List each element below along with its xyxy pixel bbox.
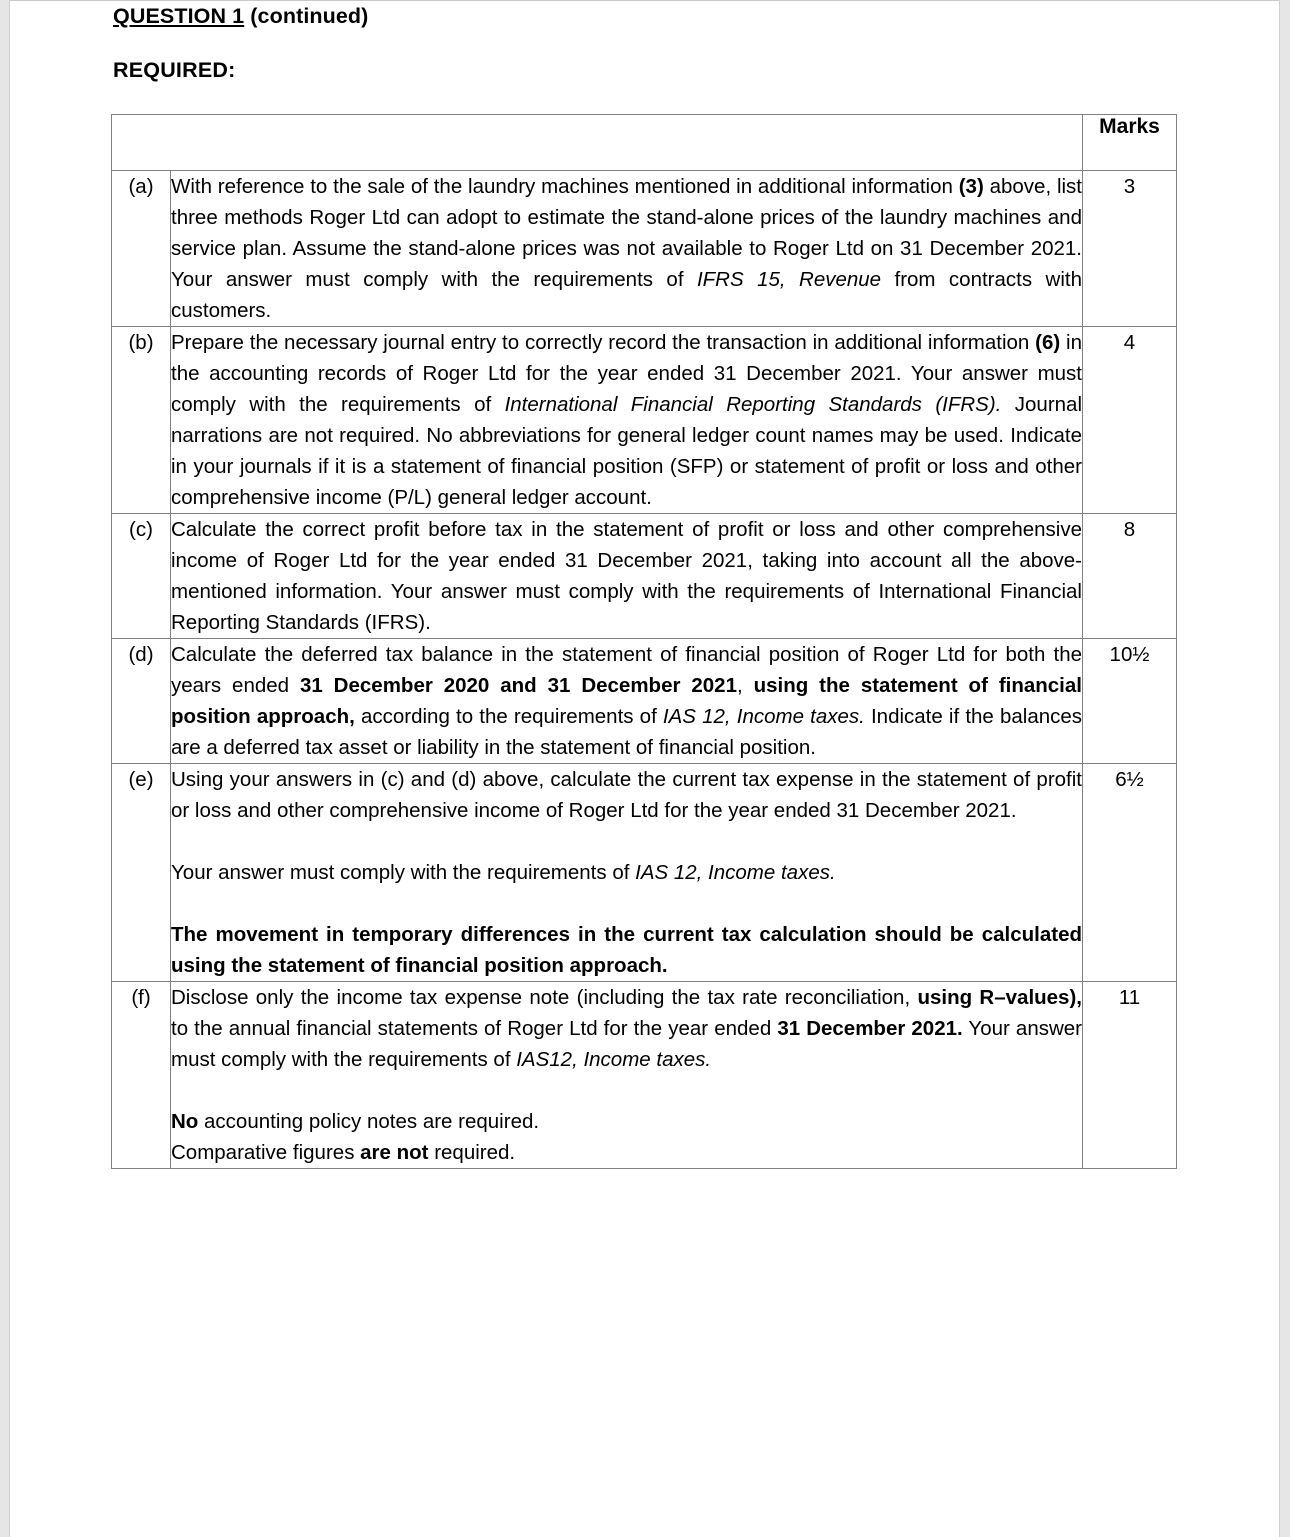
- row-body-c: [171, 514, 1083, 639]
- text-frag-bold: (6): [1035, 331, 1061, 354]
- row-marks-c: 8: [1083, 514, 1177, 639]
- page-title-question: QUESTION 1: [113, 4, 245, 28]
- text-frag-italic: IFRS 15, Revenue: [696, 268, 882, 291]
- table-row: [112, 171, 1177, 327]
- text-frag-italic: IAS 12, Income taxes.: [635, 861, 836, 884]
- text-frag-bold: 31 December 2021.: [777, 1017, 963, 1040]
- page-right-gutter: [1279, 0, 1290, 1537]
- text-frag: Using your answers in (c) and (d) above, calculate the current tax expense in the statement of profit or loss and other comprehensive income of Roger Ltd for the year ended 31 December 2021.: [171, 768, 1082, 822]
- page-title: [113, 4, 368, 29]
- table-header-row: [112, 115, 1177, 171]
- text-frag: in the accounting records of Roger Ltd for the year ended 31 December 2021. Your answer must comply with the requirements of: [171, 331, 1082, 416]
- page-title-suffix: (continued): [244, 4, 369, 28]
- text-frag-bold: (3): [958, 175, 984, 198]
- text-frag: Your answer must comply with the requirements of: [171, 861, 636, 884]
- page-left-gutter: [0, 0, 10, 1537]
- text-frag: Journal narrations are not required. No abbreviations for general ledger count names may be used. Indicate in your journals if it is a statement of financial position (SFP) or statement of profit or loss and other comprehensive income (P/L) general ledger account.: [171, 393, 1082, 509]
- text-frag: ,: [736, 674, 754, 697]
- text-frag: according to the requirements of: [354, 705, 663, 728]
- text-frag-bold: 31 December 2020 and 31 December 2021: [299, 674, 737, 697]
- text-frag: Comparative figures: [171, 1141, 361, 1164]
- text-frag-bold: No: [171, 1110, 199, 1133]
- row-marks-e: 6½: [1083, 764, 1177, 982]
- table-row: [112, 639, 1177, 764]
- row-marks-a: 3: [1083, 171, 1177, 327]
- text-frag: Disclose only the income tax expense note (including the tax rate reconciliation,: [171, 986, 918, 1009]
- requirements-table: [111, 114, 1177, 1169]
- text-frag-bold: are not: [360, 1141, 429, 1164]
- text-frag-italic: IAS 12, Income taxes.: [662, 705, 865, 728]
- row-body-b: [171, 327, 1083, 514]
- table-header-marks: Marks: [1083, 115, 1177, 171]
- row-label-b: (b): [112, 327, 171, 514]
- row-label-e: (e): [112, 764, 171, 982]
- row-marks-b: 4: [1083, 327, 1177, 514]
- row-marks-d: 10½: [1083, 639, 1177, 764]
- text-frag: Prepare the necessary journal entry to correctly record the transaction in additional information: [171, 331, 1036, 354]
- text-frag-italic: International Financial Reporting Standards (IFRS).: [504, 393, 1002, 416]
- document-page: [10, 1, 1279, 1537]
- text-frag: required.: [428, 1141, 516, 1164]
- table-row: [112, 514, 1177, 639]
- table-header-blank-cell: [112, 115, 1083, 171]
- text-frag: to the annual financial statements of Roger Ltd for the year ended: [171, 1017, 778, 1040]
- text-frag: Your answer must comply with the requirements of: [171, 1017, 1083, 1071]
- text-frag: above, list three methods Roger Ltd can adopt to estimate the stand-alone prices of the laundry machines and service plan. Assume the stand-alone prices was not available to Roger Ltd on 31 December 2021. Your answer must comply with the requirements of: [171, 175, 1082, 291]
- text-frag: Calculate the deferred tax balance in the statement of financial position of Roger Ltd for both the years ended: [171, 643, 1082, 697]
- text-frag: accounting policy notes are required.: [198, 1110, 540, 1133]
- row-marks-f: 11: [1083, 982, 1177, 1169]
- text-frag-bold: using the statement of financial position approach,: [171, 674, 1082, 728]
- row-label-c: (c): [112, 514, 171, 639]
- required-heading: REQUIRED:: [113, 58, 236, 82]
- table-row: [112, 327, 1177, 514]
- row-label-a: (a): [112, 171, 171, 327]
- text-frag: from contracts with customers.: [171, 268, 1082, 322]
- row-body-e: [171, 764, 1083, 982]
- text-frag-italic: IAS12, Income taxes.: [516, 1048, 712, 1071]
- text-frag: With reference to the sale of the laundry machines mentioned in additional information: [171, 175, 959, 198]
- row-body-d: [171, 639, 1083, 764]
- row-body-a: [171, 171, 1083, 327]
- table-row: [112, 982, 1177, 1169]
- text-frag: Calculate the correct profit before tax in the statement of profit or loss and other comprehensive income of Roger Ltd for the year ended 31 December 2021, taking into account all the above-mentioned information. Your answer must comply with the requirements of International Financial Reporting Standards (IFRS).: [171, 518, 1082, 634]
- row-label-f: (f): [112, 982, 171, 1169]
- text-frag: Indicate if the balances are a deferred tax asset or liability in the statement of financial position.: [171, 705, 1083, 759]
- text-frag-bold: using R–values),: [917, 986, 1082, 1009]
- text-frag-bold: The movement in temporary differences in the current tax calculation should be calculated using the statement of financial position approach.: [171, 923, 1082, 977]
- table-row: [112, 764, 1177, 982]
- row-label-d: (d): [112, 639, 171, 764]
- row-body-f: [171, 982, 1083, 1169]
